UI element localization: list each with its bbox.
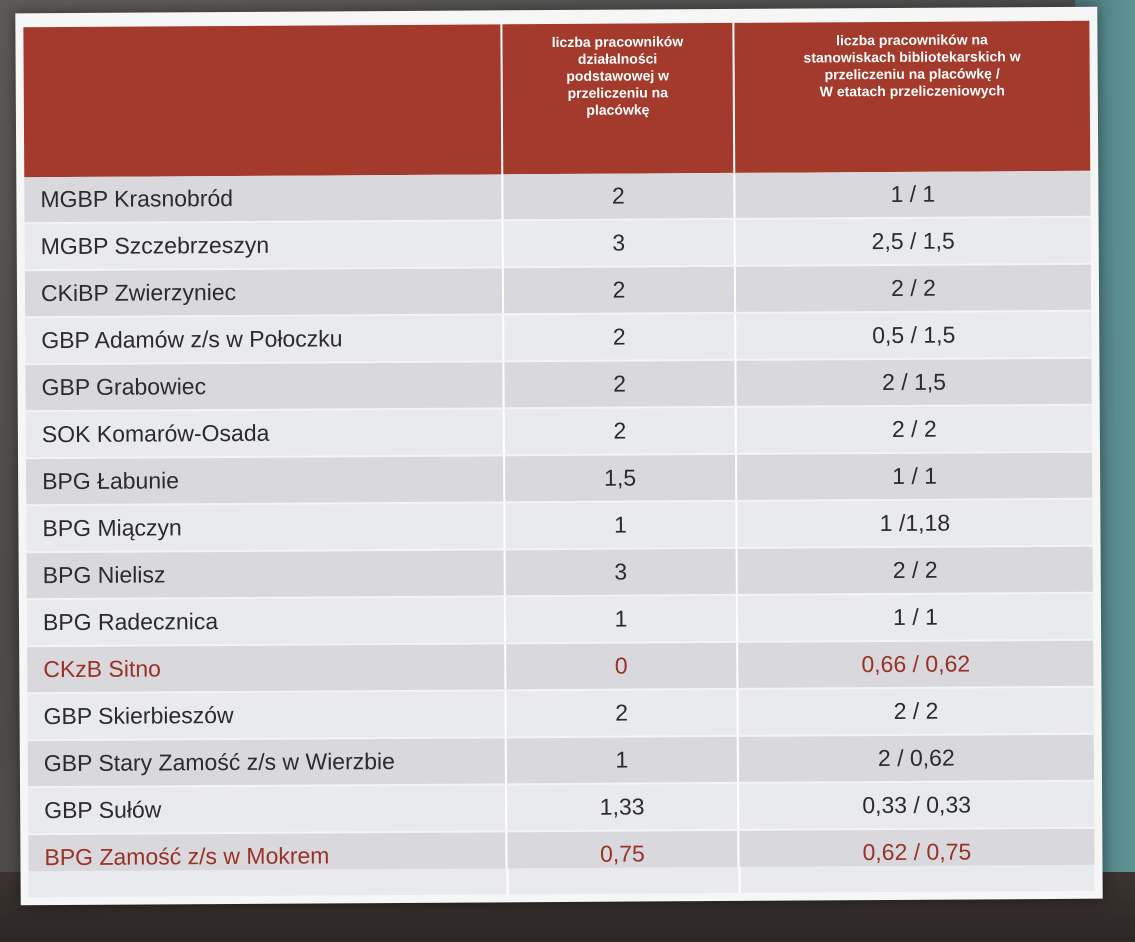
workers-cell: 1,5 <box>504 454 736 502</box>
librarians-cell: 2 / 1,5 <box>735 358 1091 407</box>
header-line: przeliczeniu na <box>567 84 669 101</box>
librarians-cell: 0,62 / 0,75 <box>738 828 1094 877</box>
staff-table <box>23 21 1094 882</box>
column-divider <box>739 867 741 893</box>
header-line: działalności <box>577 50 658 67</box>
name-cell: GBP Adamów z/s w Połoczku <box>25 314 503 364</box>
table-row <box>24 171 1090 224</box>
table-row <box>25 358 1091 412</box>
name-cell: SOK Komarów-Osada <box>26 408 504 458</box>
name-cell: BPG Nielisz <box>27 549 505 599</box>
name-cell: GBP Sułów <box>28 784 506 834</box>
librarians-cell: 1 /1,18 <box>736 499 1092 548</box>
header-empty-cell <box>23 24 502 177</box>
workers-cell: 2 <box>503 266 735 314</box>
workers-cell: 2 <box>502 173 734 220</box>
header-line: placówkę <box>586 101 650 118</box>
workers-cell: 2 <box>503 313 735 361</box>
table-row <box>25 217 1091 271</box>
name-cell: GBP Grabowiec <box>25 361 503 411</box>
librarians-cell: 0,66 / 0,62 <box>737 640 1093 689</box>
workers-cell: 0,75 <box>506 830 738 878</box>
workers-cell: 3 <box>505 548 737 596</box>
librarians-cell: 2,5 / 1,5 <box>735 217 1091 266</box>
table-body <box>24 171 1094 881</box>
librarians-cell: 2 / 0,62 <box>738 734 1094 783</box>
librarians-cell: 2 / 2 <box>736 405 1092 454</box>
librarians-cell: 1 / 1 <box>737 593 1093 642</box>
projection-screen <box>15 7 1102 906</box>
header-row <box>23 21 1090 178</box>
name-cell: MGBP Krasnobród <box>24 174 502 223</box>
table-row <box>27 593 1093 647</box>
name-cell: BPG Zamość z/s w Mokrem <box>28 831 506 881</box>
librarians-cell: 0,5 / 1,5 <box>735 311 1091 360</box>
librarians-cell: 2 / 2 <box>735 264 1091 313</box>
name-cell: MGBP Szczebrzeszyn <box>25 220 503 270</box>
librarians-cell: 0,33 / 0,33 <box>738 781 1094 830</box>
table-row <box>26 499 1092 553</box>
column-divider <box>507 868 509 894</box>
librarians-cell: 1 / 1 <box>736 452 1092 501</box>
name-cell: GBP Stary Zamość z/s w Wierzbie <box>28 737 506 787</box>
librarians-cell: 2 / 2 <box>737 546 1093 595</box>
header-line: liczba pracowników <box>551 33 684 51</box>
name-cell: BPG Radecznica <box>27 596 505 646</box>
name-cell: CKzB Sitno <box>27 643 505 693</box>
workers-cell: 1 <box>504 501 736 549</box>
name-cell: GBP Skierbieszów <box>27 690 505 740</box>
table-row <box>25 311 1091 365</box>
name-cell: BPG Miączyn <box>26 502 504 552</box>
table-row <box>26 405 1092 459</box>
header-line: liczba pracowników na <box>836 31 988 49</box>
workers-cell: 1 <box>506 736 738 784</box>
workers-cell: 2 <box>505 689 737 737</box>
header-line: W etatach przeliczeniowych <box>819 82 1005 100</box>
table-row <box>28 734 1094 788</box>
header-line: podstawowej w <box>566 67 670 84</box>
name-cell: CKiBP Zwierzyniec <box>25 267 503 317</box>
table-row <box>27 546 1093 600</box>
header-workers <box>501 23 734 174</box>
librarians-cell: 2 / 2 <box>737 687 1093 736</box>
workers-cell: 1,33 <box>506 783 738 831</box>
table-row <box>28 781 1094 835</box>
workers-cell: 0 <box>505 642 737 690</box>
header-librarians <box>733 21 1090 173</box>
header-line: stanowiskach bibliotekarskich w <box>803 48 1021 66</box>
workers-cell: 3 <box>503 219 735 267</box>
workers-cell: 2 <box>503 360 735 408</box>
table-row <box>26 452 1092 506</box>
name-cell: BPG Łabunie <box>26 455 504 505</box>
table-row <box>25 264 1091 318</box>
table-bottom-filler <box>29 865 1095 898</box>
table-row <box>27 687 1093 741</box>
librarians-cell: 1 / 1 <box>734 171 1090 219</box>
header-line: przeliczeniu na placówkę / <box>824 65 1000 83</box>
table-row <box>27 640 1093 694</box>
workers-cell: 2 <box>504 407 736 455</box>
workers-cell: 1 <box>505 595 737 643</box>
